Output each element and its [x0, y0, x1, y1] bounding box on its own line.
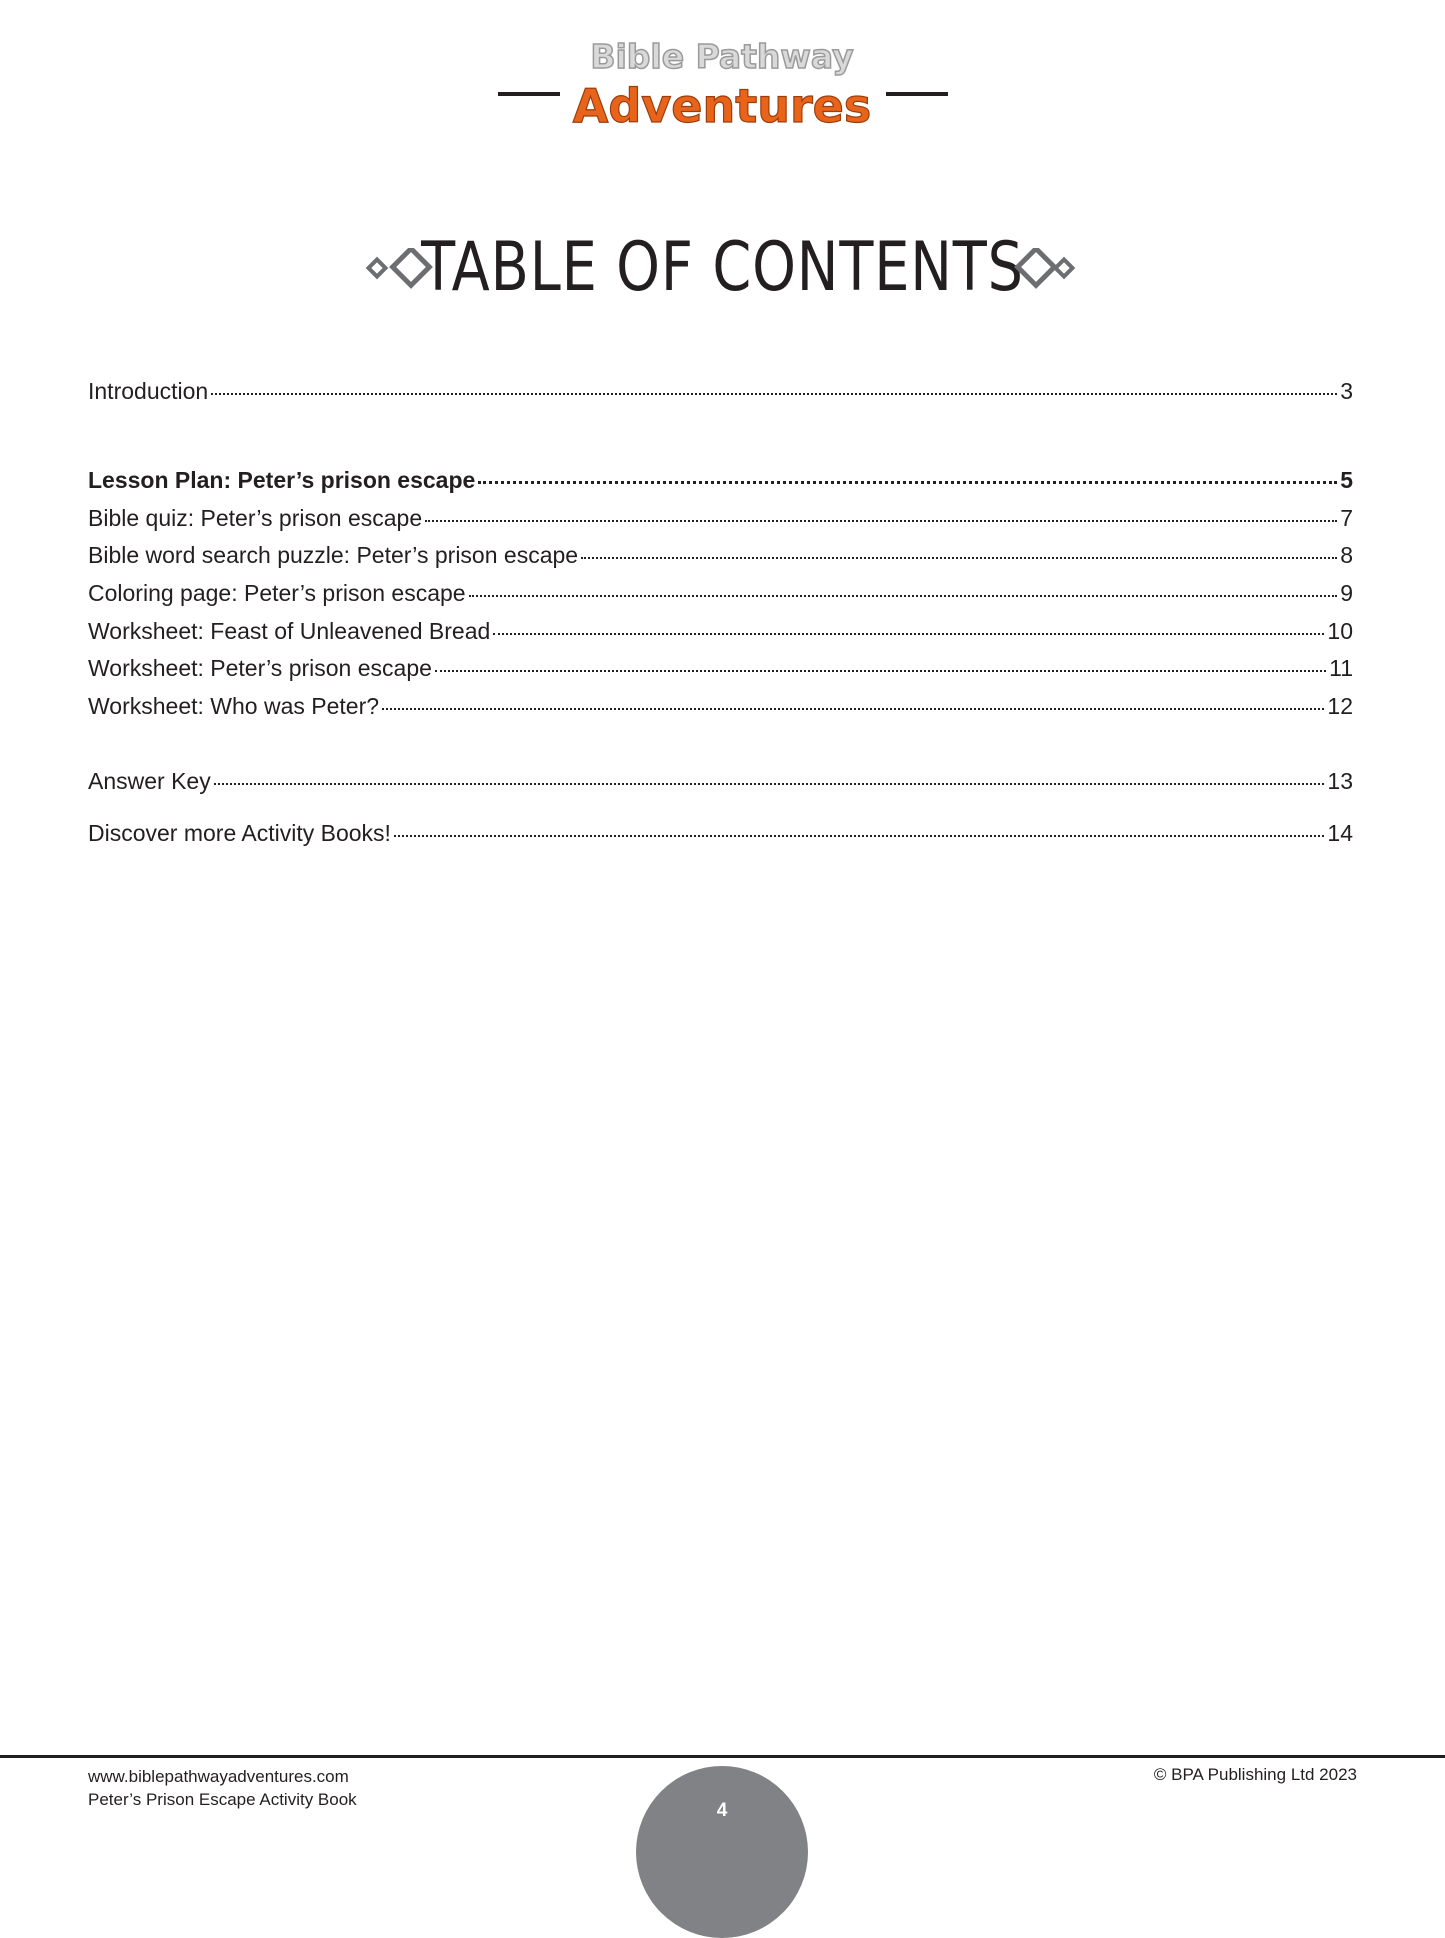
dot-leader	[478, 481, 1337, 484]
toc-entry-page: 10	[1327, 618, 1353, 644]
toc-entry-page: 5	[1340, 467, 1353, 493]
page-title: TABLE OF CONTENTS	[421, 228, 1024, 307]
toc-entry-label: Worksheet: Feast of Unleavened Bread	[88, 618, 491, 644]
toc-entry[interactable]	[88, 378, 1353, 414]
toc-entry-page: 9	[1340, 580, 1353, 606]
dot-leader	[394, 835, 1324, 837]
dot-leader	[469, 595, 1338, 597]
toc-entry[interactable]	[88, 768, 1353, 804]
toc-entry[interactable]	[88, 542, 1353, 578]
brand-logo	[0, 30, 1445, 140]
toc-entry[interactable]	[88, 618, 1353, 654]
toc-entry[interactable]	[88, 655, 1353, 691]
toc-entry-label: Lesson Plan: Peter’s prison escape	[88, 467, 476, 493]
toc-entry[interactable]	[88, 467, 1353, 503]
toc-entry-label: Discover more Activity Books!	[88, 820, 391, 846]
dot-leader	[581, 557, 1337, 559]
toc-entry-page: 13	[1327, 768, 1353, 794]
toc-entry-label: Answer Key	[88, 768, 211, 794]
diamond-ornament-icon	[1010, 248, 1082, 292]
toc-entry[interactable]	[88, 693, 1353, 729]
dot-leader	[211, 393, 1337, 395]
dot-leader	[493, 633, 1324, 635]
dot-leader	[425, 520, 1337, 522]
footer-copyright: © BPA Publishing Ltd 2023	[1153, 1765, 1357, 1784]
footer-book-title: Peter’s Prison Escape Activity Book	[88, 1790, 357, 1809]
logo-line1: Bible Pathway	[590, 37, 854, 76]
dot-leader	[382, 708, 1324, 710]
toc-entry-label: Bible quiz: Peter’s prison escape	[88, 505, 423, 531]
dot-leader	[435, 670, 1326, 672]
page-number-badge	[636, 1766, 808, 1938]
logo-rule-left	[498, 92, 560, 96]
logo-line2: Adventures	[572, 79, 872, 133]
footer-website-link[interactable]: www.biblepathwayadventures.com	[88, 1767, 349, 1786]
footer-divider	[0, 1755, 1445, 1758]
page-number: 4	[716, 1800, 728, 1821]
dot-leader	[214, 783, 1325, 785]
toc-entry-page: 11	[1329, 655, 1353, 681]
toc-entry[interactable]	[88, 820, 1353, 856]
toc-entry-label: Coloring page: Peter’s prison escape	[88, 580, 466, 606]
toc-entry[interactable]	[88, 505, 1353, 541]
toc-entry-label: Worksheet: Who was Peter?	[88, 693, 380, 719]
toc-entry-page: 14	[1327, 820, 1353, 846]
title-block	[0, 228, 1445, 318]
toc-entry-label: Bible word search puzzle: Peter’s prison escape	[88, 542, 579, 568]
toc-entry-page: 3	[1340, 378, 1353, 404]
toc-entry-page: 8	[1340, 542, 1353, 568]
logo-graphic	[560, 30, 885, 140]
logo-rule-right	[886, 92, 948, 96]
footer-info	[88, 1765, 357, 1811]
toc-entry-page: 12	[1327, 693, 1353, 719]
toc-entry-page: 7	[1340, 505, 1353, 531]
toc-entry[interactable]	[88, 580, 1353, 616]
toc-entry-label: Introduction	[88, 378, 209, 404]
toc-entry-label: Worksheet: Peter’s prison escape	[88, 655, 432, 681]
